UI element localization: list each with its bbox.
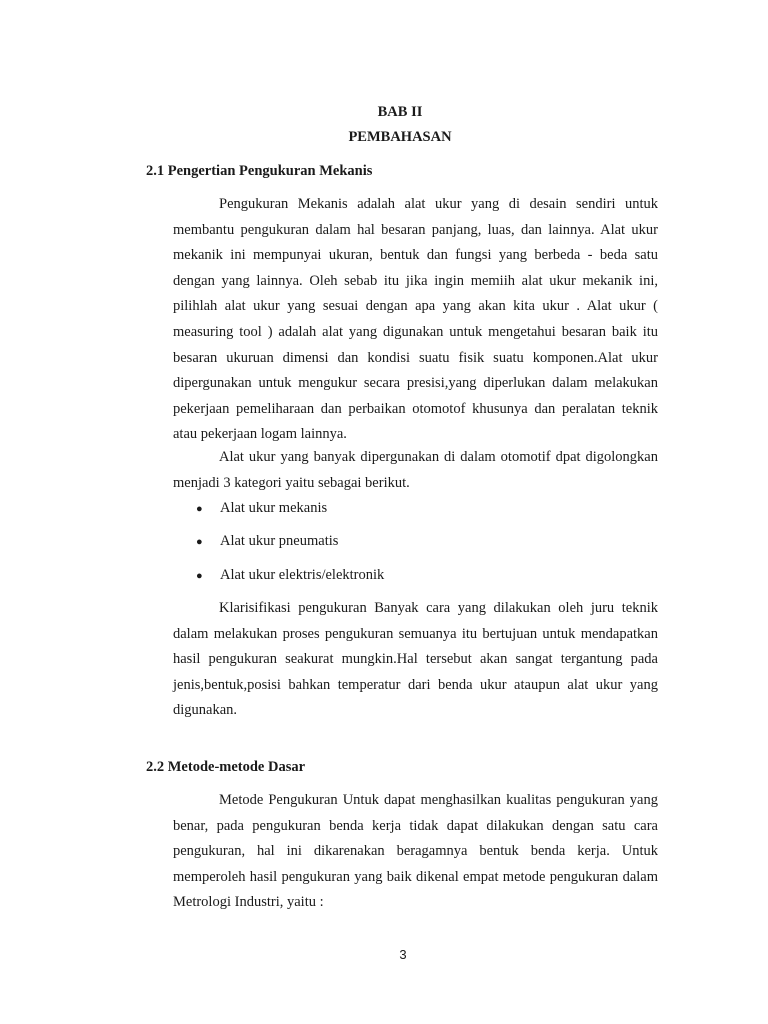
- bullet-icon: ●: [196, 503, 203, 515]
- section-heading-2-1: 2.1 Pengertian Pengukuran Mekanis: [146, 163, 373, 179]
- section1-paragraph-3: Klarisifikasi pengukuran Banyak cara yang dilakukan oleh juru teknik dalam melakukan proses pengukuran semuanya itu bertujuan untuk mendapatkan hasil pengukuran seakurat mungkin.Hal tersebut akan sangat tergantung pada jenis,bentuk,posisi bahkan temperatur dari benda ukur ataupun alat ukur yang digunakan.: [173, 600, 658, 719]
- bullet-text: Alat ukur elektris/elektronik: [220, 567, 385, 583]
- section2-paragraph-1: Metode Pengukuran Untuk dapat menghasilkan kualitas pengukuran yang benar, pada pengukuran benda kerja tidak dapat dilakukan dengan satu cara pengukuran, hal ini dikarenakan beragamnya bentuk benda kerja. Untuk memperoleh hasil pengukuran yang baik dikenal empat metode pengukuran dalam Metrologi Industri, yaitu :: [173, 792, 658, 911]
- chapter-title: PEMBAHASAN: [348, 129, 452, 145]
- section1-paragraph-1: Pengukuran Mekanis adalah alat ukur yang di desain sendiri untuk membantu pengukuran dalam hal besaran panjang, luas, dan lainnya. Alat ukur mekanik ini mempunyai ukuran, bentuk dan fungsi yang berbeda - beda satu dengan yang lainnya. Oleh sebab itu jika ingin memiih alat ukur mekanik ini, pilihlah alat ukur yang sesuai dengan apa yang akan kita ukur . Alat ukur ( measuring tool ) adalah alat yang digunakan untuk mengetahui besaran baik itu besaran ukuruan dimensi dan kondisi suatu fisik suatu komponen.Alat ukur dipergunakan untuk mengukur secara presisi,yang diperlukan dalam melakukan pekerjaan pemeliharaan dan perbaikan otomotof khusunya dan peralatan teknik atau pekerjaan logam lainnya.: [173, 196, 658, 443]
- bullet-list-item: [196, 565, 384, 586]
- section1-paragraph-2: Alat ukur yang banyak dipergunakan di dalam otomotif dpat digolongkan menjadi 3 kategori yaitu sebagai berikut.: [173, 449, 658, 491]
- bullet-text: Alat ukur pneumatis: [220, 533, 339, 549]
- bullet-list-item: [196, 531, 338, 552]
- chapter-label: BAB II: [377, 104, 423, 120]
- section-heading-2-2: 2.2 Metode-metode Dasar: [146, 759, 306, 775]
- bullet-list-item: [196, 498, 327, 519]
- bullet-text: Alat ukur mekanis: [220, 500, 328, 516]
- bullet-icon: ●: [196, 536, 203, 548]
- page-number: 3: [399, 947, 407, 962]
- bullet-icon: ●: [196, 570, 203, 582]
